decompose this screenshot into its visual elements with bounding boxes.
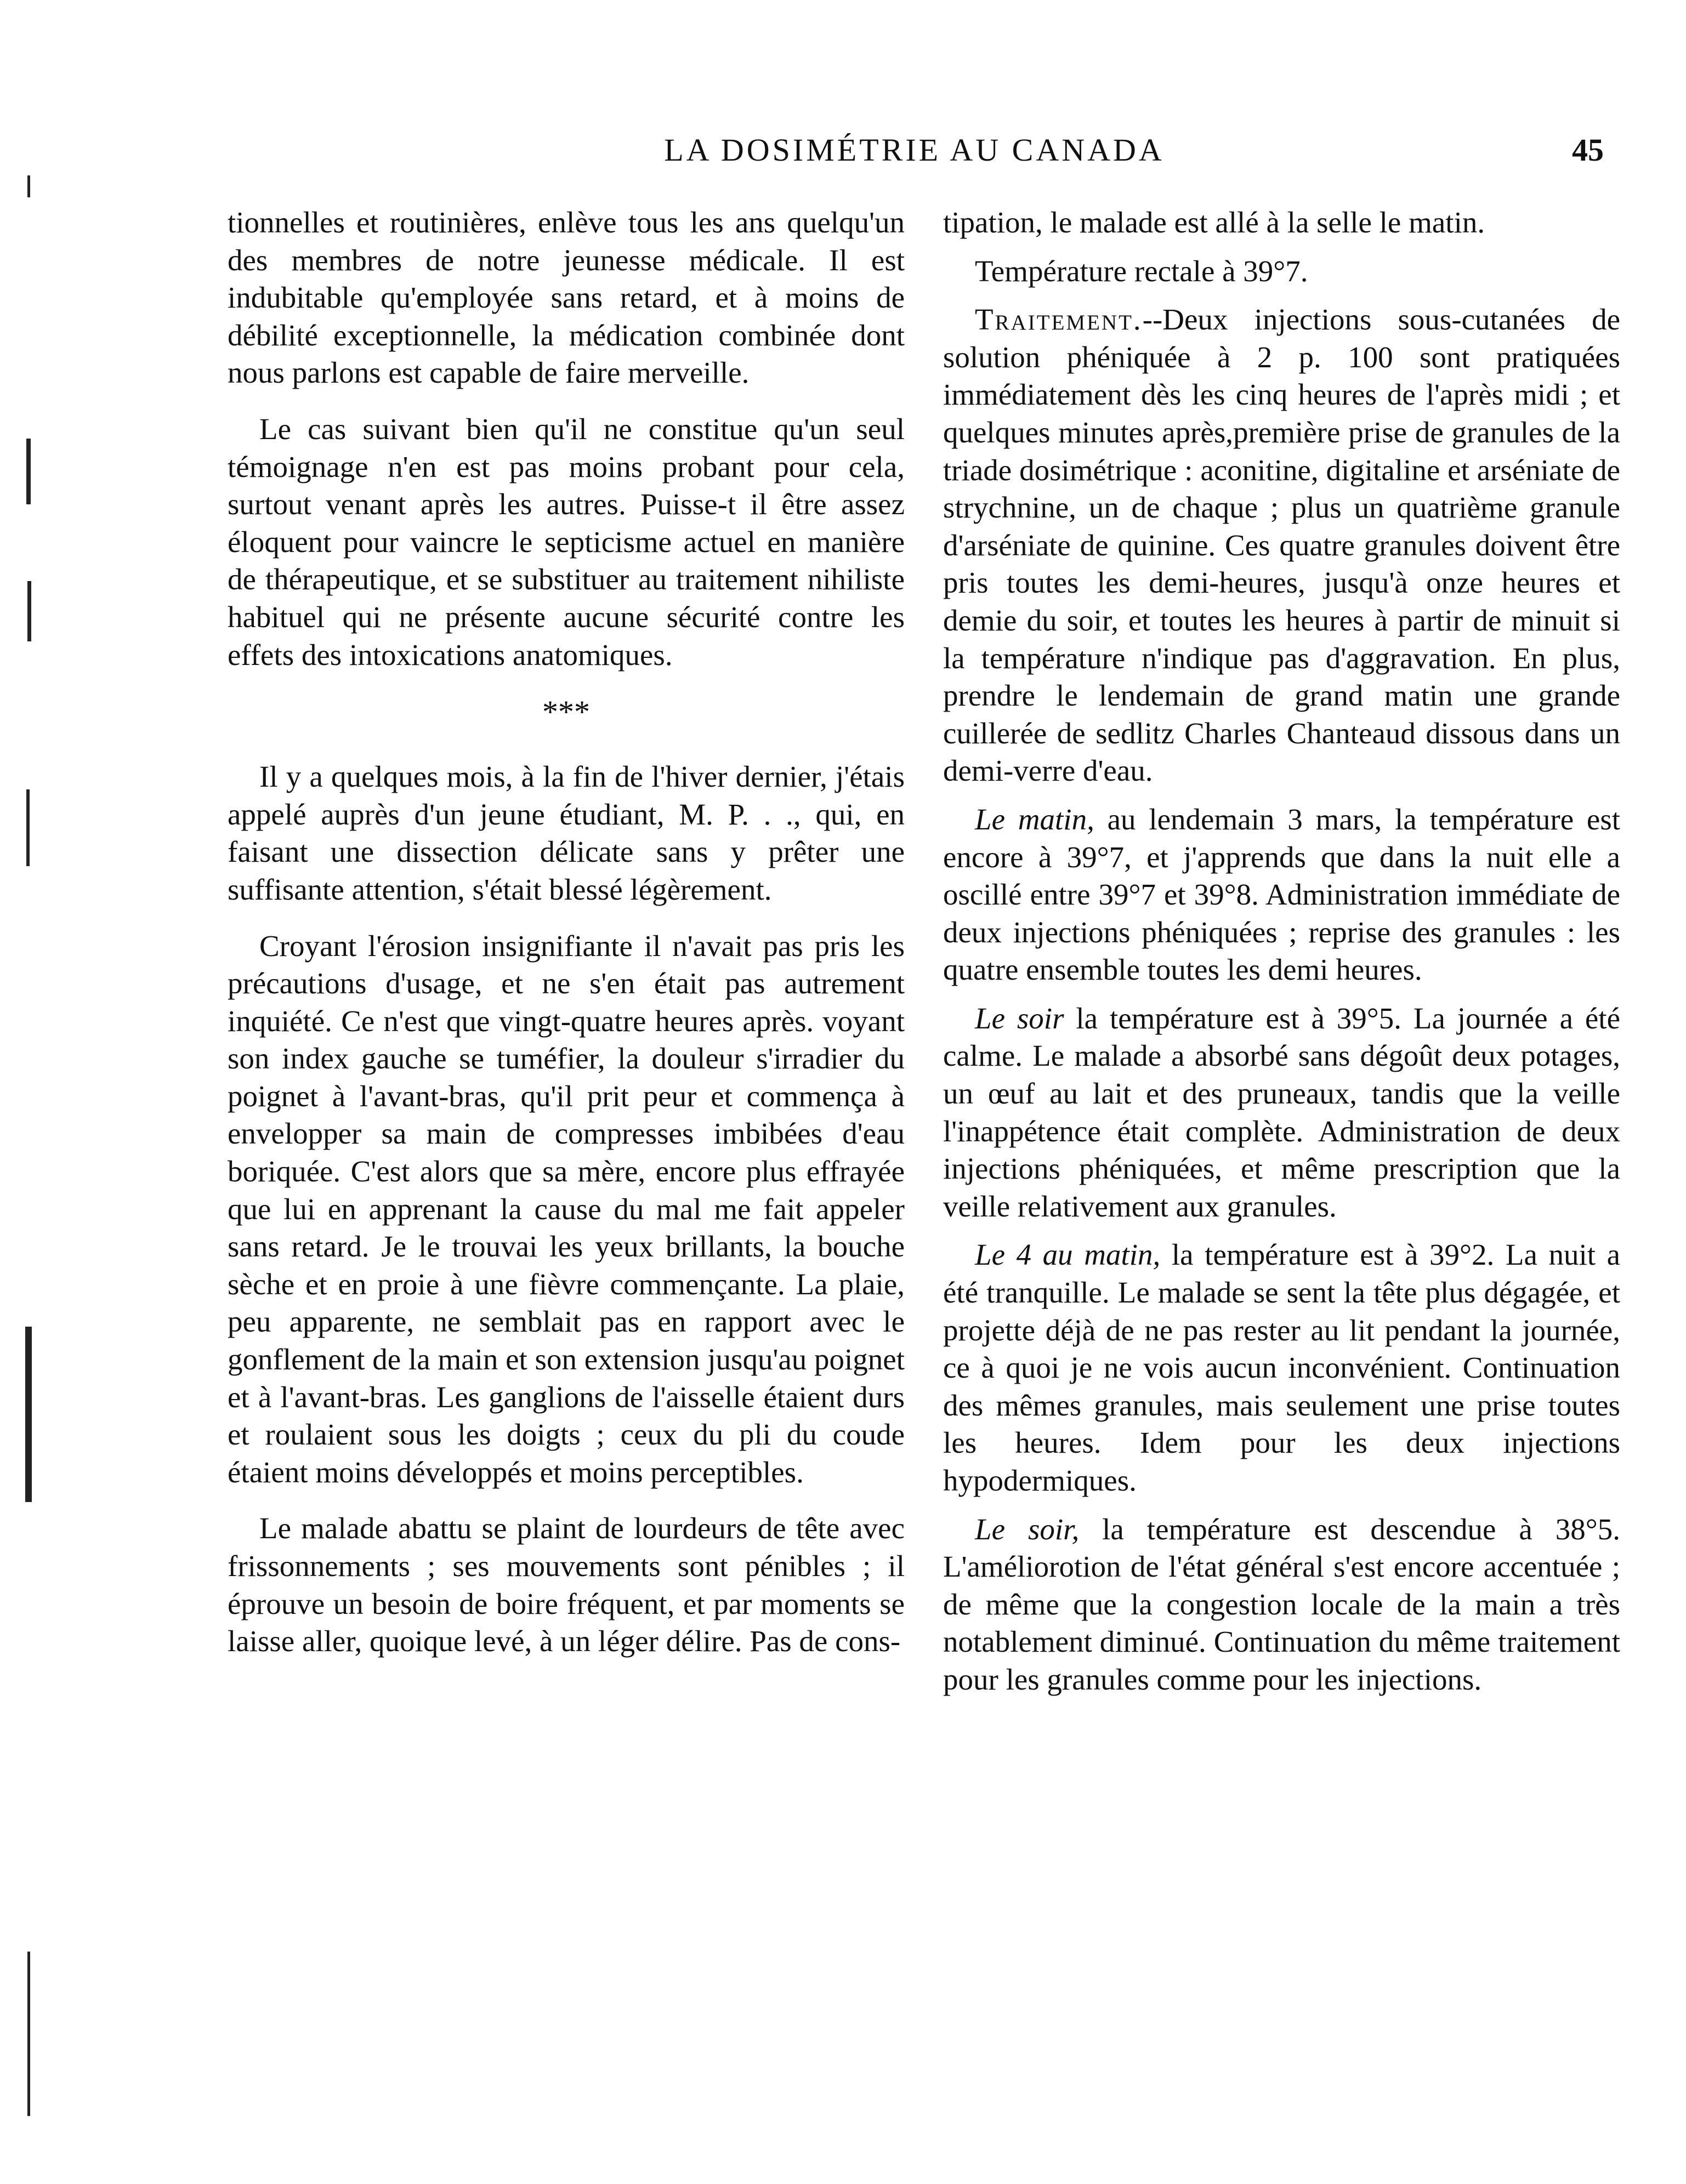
paragraph-text: la température est descendue à 38°5. L'améliorotion de l'état général s'est encore accentuée ; de même que la congestion locale de la main a très notablement diminué. Continuation du même traitement pour les granules comme pour les injections.: [943, 1512, 1620, 1696]
paragraph: [943, 1236, 1620, 1499]
run-in-label: Le 4 au matin,: [975, 1238, 1161, 1272]
paragraph-treatment: [943, 301, 1620, 790]
run-in-label: Le matin,: [975, 802, 1094, 836]
run-in-label: Le soir: [975, 1001, 1064, 1035]
running-title: LA DOSIMÉTRIE AU CANADA: [664, 132, 1165, 168]
paragraph: [943, 801, 1620, 989]
paragraph: Température rectale à 39°7.: [975, 254, 1308, 288]
paragraph: [943, 1000, 1620, 1226]
paragraph-text: au lendemain 3 mars, la température est encore à 39°7, et j'apprends que dans la nuit elle a oscillé entre 39°7 et 39°8. Administration immédiate de deux injections phéniquées ; reprise des granules : les quatre ensemble toutes les demi heures.: [943, 802, 1621, 987]
page-header: [225, 132, 1604, 175]
paragraph-text: --Deux injections sous-cutanées de solution phéniquée à 2 p. 100 sont pratiquées immédiatement dès les cinq heures de l'après midi ; et quelques minutes après,première prise de granules de la triade dosimétrique : aconitine, digitaline et arséniate de strychnine, un de chaque ; plus un quatrième granule d'arséniate de quinine. Ces quatre granules doivent être pris toutes les demi-heures, jusqu'à onze heures et demie du soir, et toutes les heures à partir de minuit si la température n'indique pas d'aggravation. En plus, prendre le lendemain de grand matin une grande cuillerée de sedlitz Charles Chanteaud dissous dans un demi-verre d'eau.: [943, 303, 1620, 788]
left-column: [228, 204, 905, 1660]
paragraph-text: la température est à 39°2. La nuit a été tranquille. Le malade se sent la tête plus dégagée, et projette déjà de ne pas rester au lit pendant la journée, ce à quoi je ne vois aucun inconvénient. Continuation des mêmes granules, mais seulement une prise toutes les heures. Idem pour les deux injections hypodermiques.: [943, 1238, 1621, 1497]
section-break-asterism: ***: [542, 694, 590, 730]
page-number: 45: [1572, 132, 1604, 168]
paragraph: [943, 1511, 1620, 1699]
run-in-heading: Traitement.: [975, 303, 1143, 337]
paragraph: Le malade abattu se plaint de lourdeurs de tête avec frissonnements ; ses mouvements sont pénibles ; il éprouve un besoin de boire fréquent, et par moments se laisse aller, quoique levé, à un léger délire. Pas de cons-: [228, 1511, 905, 1658]
paragraph: Il y a quelques mois, à la fin de l'hiver dernier, j'étais appelé auprès d'un jeune étudiant, M. P. . ., qui, en faisant une dissection délicate sans y prêter une suffisante attention, s'était blessé légèrement.: [228, 760, 905, 906]
run-in-label: Le soir,: [975, 1512, 1080, 1546]
paragraph: tionnelles et routinières, enlève tous les ans quelqu'un des membres de notre jeunesse médicale. Il est indubitable qu'employée sans retard, et à moins de débilité exceptionnelle, la médication combinée dont nous parlons est capable de faire merveille.: [228, 206, 905, 390]
paragraph: Croyant l'érosion insignifiante il n'avait pas pris les précautions d'usage, et ne s'en était pas autrement inquiété. Ce n'est que vingt-quatre heures après. voyant son index gauche se tuméfier, la douleur s'irradier du poignet à l'avant-bras, qu'il prit peur et commença à envelopper sa main de compresses imbibées d'eau boriquée. C'est alors que sa mère, encore plus effrayée que lui en apprenant la cause du mal me fait appeler sans retard. Je le trouvai les yeux brillants, la bouche sèche et en proie à une fièvre commençante. La plaie, peu apparente, ne semblait pas en rapport avec le gonflement de la main et son extension jusqu'au poignet et à l'avant-bras. Les ganglions de l'aisselle étaient durs et roulaient sous les doigts ; ceux du pli du coude étaient moins développés et moins perceptibles.: [228, 929, 905, 1489]
paragraph: Le cas suivant bien qu'il ne constitue qu'un seul témoignage n'en est pas moins probant pour cela, surtout venant après les autres. Puisse-t il être assez éloquent pour vaincre le septicisme actuel en manière de thérapeutique, et se substituer au traitement nihiliste habituel qui ne présente aucune sécurité contre les effets des intoxications anatomiques.: [228, 412, 905, 672]
scan-margin-marks: [16, 164, 49, 2138]
right-column: [943, 204, 1620, 1699]
paragraph-text: la température est à 39°5. La journée a été calme. Le malade a absorbé sans dégoût deux potages, un œuf au lait et des pruneaux, tandis que la veille l'inappétence était complète. Administration de deux injections phéniquées, et même prescription que la veille relativement aux granules.: [943, 1001, 1620, 1223]
paragraph: tipation, le malade est allé à la selle le matin.: [943, 206, 1485, 239]
